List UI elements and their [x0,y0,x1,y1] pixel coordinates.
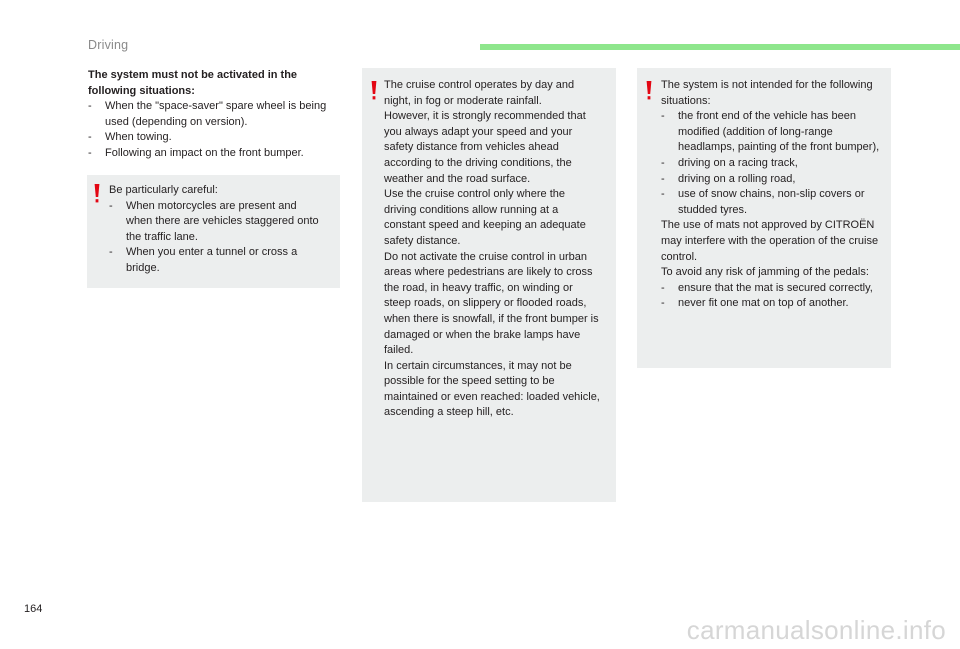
intro-list [88,99,338,161]
intro-heading: The system must not be activated in the following situations: [88,69,298,97]
warning-box-careful [87,175,340,288]
list-item: - When the "space-saver" spare wheel is being used (depending on version). [88,99,338,130]
warning-box-system [637,68,891,368]
paragraph: In certain circumstances, it may not be possible for the speed setting to be maintained or even reached: loaded vehicle, ascending a steep hill, etc. [384,359,600,419]
list-item: - driving on a rolling road, [661,172,887,188]
list-item: - Following an impact on the front bumper. [88,146,338,162]
section-title: Driving [88,38,129,52]
paragraph: The use of mats not approved by CITROËN may interfere with the operation of the cruise control. [661,219,879,263]
list-item: - never fit one mat on top of another. [661,296,887,312]
list-item: - When towing. [88,130,338,146]
list-item: - use of snow chains, non-slip covers or studded tyres. [661,187,887,218]
page-number: 164 [24,603,43,615]
warning-list [661,281,887,312]
paragraph: The cruise control operates by day and night, in fog or moderate rainfall. [384,79,575,107]
intro-block [88,68,338,162]
list-item: - When motorcycles are present and when there are vehicles staggered onto the traffic lane. [109,199,320,246]
paragraph: However, it is strongly recommended that you always adapt your speed and your safety distance from vehicles ahead according to the driving conditions, the weather and the road surface. [384,110,586,185]
warning-exclamation-icon [371,81,377,101]
list-item: - driving on a racing track, [661,156,887,172]
watermark: carmanualsonline.info [686,615,946,645]
warning-lead: Be particularly careful: [109,184,218,196]
paragraph: Use the cruise control only where the driving conditions allow running at a constant speed and keeping an adequate safety distance. [384,188,586,247]
warning-list [109,199,320,277]
warning-lead: The system is not intended for the following situations: [661,79,873,107]
list-item: - When you enter a tunnel or cross a bridge. [109,245,320,276]
warning-exclamation-icon [94,184,100,204]
warning-exclamation-icon [646,81,652,101]
paragraph: Do not activate the cruise control in urban areas where pedestrians are likely to cross the road, in heavy traffic, on winding or steep roads, on slippery or flooded roads, when there is snowfall, if the front bumper is damaged or when the brake lamps have failed. [384,250,599,357]
paragraph: To avoid any risk of jamming of the pedals: [661,266,869,279]
list-item: - the front end of the vehicle has been modified (addition of long-range headlamps, painting of the front bumper), [661,109,887,156]
section-accent-bar [480,44,960,50]
warning-box-conditions [362,68,616,502]
warning-list [661,109,887,218]
list-item: - ensure that the mat is secured correctly, [661,281,887,297]
